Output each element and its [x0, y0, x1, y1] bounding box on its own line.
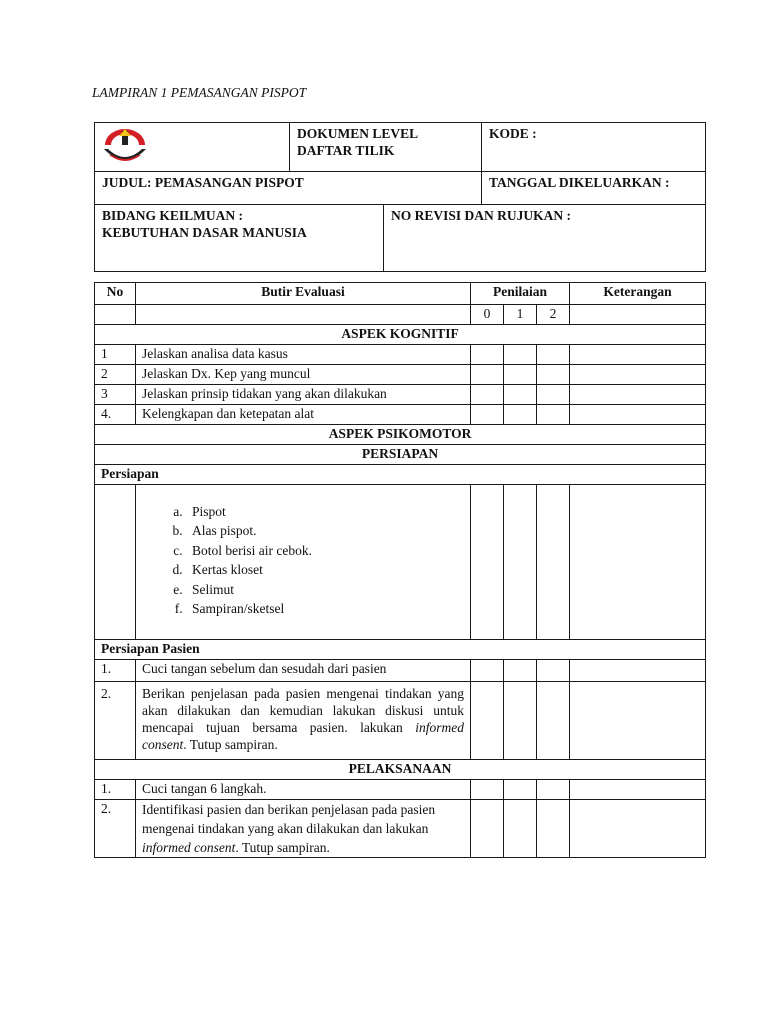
tanggal-cell	[482, 172, 706, 205]
score-box[interactable]	[504, 405, 537, 425]
table-header-row	[95, 283, 706, 305]
score-box[interactable]	[537, 800, 570, 858]
score-box[interactable]	[471, 345, 504, 365]
score-box[interactable]	[471, 682, 504, 760]
dokumen-level-label: DOKUMEN LEVEL	[297, 126, 419, 141]
score-box[interactable]	[504, 345, 537, 365]
score-box[interactable]	[537, 385, 570, 405]
alat-list	[142, 502, 464, 618]
score-box[interactable]	[504, 485, 537, 640]
score-box[interactable]	[537, 485, 570, 640]
col-keterangan-header: Keterangan	[570, 283, 706, 305]
keterangan-box[interactable]	[570, 405, 706, 425]
score-box[interactable]	[504, 800, 537, 858]
table-row: 1 Jelaskan analisa data kasus	[95, 345, 706, 365]
keterangan-box[interactable]	[570, 682, 706, 760]
score-box[interactable]	[471, 405, 504, 425]
persiapan-pasien-label: Persiapan Pasien	[95, 640, 706, 660]
revisi-cell	[384, 205, 706, 272]
alat-row	[95, 485, 706, 640]
score-header-row	[95, 305, 706, 325]
keterangan-box[interactable]	[570, 660, 706, 682]
score-box[interactable]	[471, 485, 504, 640]
score-box[interactable]	[471, 780, 504, 800]
keterangan-box[interactable]	[570, 800, 706, 858]
pasien-r2-text: Berikan penjelasan pada pasien mengenai tindakan yang akan dilakukan dan kemudian lakukan diskusi untuk mencapai tujuan bersama pasien. lakukan informed consent. Tutup sampiran.	[136, 682, 471, 760]
score-box[interactable]	[504, 385, 537, 405]
table-row: 1. Cuci tangan 6 langkah.	[95, 780, 706, 800]
keterangan-box[interactable]	[570, 345, 706, 365]
score-0: 0	[471, 305, 504, 325]
kode-cell	[482, 123, 706, 172]
bidang-cell	[95, 205, 384, 272]
list-item: e. Selimut	[186, 580, 464, 599]
persiapan-heading: PERSIAPAN	[95, 445, 706, 465]
col-butir-header: Butir Evaluasi	[136, 283, 471, 305]
score-box[interactable]	[504, 365, 537, 385]
daftar-tilik-label: DAFTAR TILIK	[297, 143, 395, 158]
score-box[interactable]	[537, 345, 570, 365]
table-row: 2 Jelaskan Dx. Kep yang muncul	[95, 365, 706, 385]
evaluation-table	[94, 282, 706, 858]
score-box[interactable]	[471, 660, 504, 682]
table-row: 4. Kelengkapan dan ketepatan alat	[95, 405, 706, 425]
table-row: 2. Berikan penjelasan pada pasien mengenai tindakan yang akan dilakukan dan kemudian lakukan diskusi untuk mencapai tujuan bersama pasien. lakukan informed consent. Tutup sampiran.	[95, 682, 706, 760]
table-row: 3 Jelaskan prinsip tidakan yang akan dilakukan	[95, 385, 706, 405]
lampiran-title: LAMPIRAN 1 PEMASANGAN PISPOT	[92, 85, 307, 100]
list-item: b. Alas pispot.	[186, 521, 464, 540]
score-box[interactable]	[537, 682, 570, 760]
score-box[interactable]	[471, 385, 504, 405]
revisi-label: NO REVISI DAN RUJUKAN :	[391, 208, 572, 223]
university-logo-icon	[101, 127, 149, 167]
alat-list-cell	[136, 485, 471, 640]
score-2: 2	[537, 305, 570, 325]
table-row: 1. Cuci tangan sebelum dan sesudah dari pasien	[95, 660, 706, 682]
document-header-table	[94, 122, 706, 272]
score-box[interactable]	[537, 405, 570, 425]
kode-label: KODE :	[489, 126, 537, 141]
dokumen-level-cell	[290, 123, 482, 172]
list-item: d. Kertas kloset	[186, 560, 464, 579]
list-item: f. Sampiran/sketsel	[186, 599, 464, 618]
pelaksanaan-r2-text: Identifikasi pasien dan berikan penjelasan pada pasien mengenai tindakan yang akan dilakukan dan lakukan informed consent. Tutup sampiran.	[136, 800, 471, 858]
pelaksanaan-heading: PELAKSANAAN	[95, 760, 706, 780]
score-box[interactable]	[537, 365, 570, 385]
score-1: 1	[504, 305, 537, 325]
persiapan-label: Persiapan	[95, 465, 706, 485]
col-no-header: No	[95, 283, 136, 305]
score-box[interactable]	[537, 780, 570, 800]
logo-cell	[95, 123, 290, 172]
table-row: 2. Identifikasi pasien dan berikan penjelasan pada pasien mengenai tindakan yang akan dilakukan dan lakukan informed consent. Tutup sampiran.	[95, 800, 706, 858]
judul-label: JUDUL: PEMASANGAN PISPOT	[102, 175, 304, 190]
score-box[interactable]	[471, 365, 504, 385]
keterangan-box[interactable]	[570, 365, 706, 385]
score-box[interactable]	[537, 660, 570, 682]
judul-cell	[95, 172, 482, 205]
bidang-label: BIDANG KEILMUAN :	[102, 208, 244, 223]
tanggal-label: TANGGAL DIKELUARKAN :	[489, 175, 670, 190]
score-box[interactable]	[504, 780, 537, 800]
score-box[interactable]	[471, 800, 504, 858]
list-item: c. Botol berisi air cebok.	[186, 541, 464, 560]
keterangan-box[interactable]	[570, 485, 706, 640]
aspek-kognitif-heading: ASPEK KOGNITIF	[95, 325, 706, 345]
list-item: a. Pispot	[186, 502, 464, 521]
col-penilaian-header: Penilaian	[471, 283, 570, 305]
keterangan-box[interactable]	[570, 780, 706, 800]
score-box[interactable]	[504, 682, 537, 760]
keterangan-box[interactable]	[570, 385, 706, 405]
aspek-psikomotor-heading: ASPEK PSIKOMOTOR	[95, 425, 706, 445]
score-box[interactable]	[504, 660, 537, 682]
bidang-value: KEBUTUHAN DASAR MANUSIA	[102, 225, 307, 240]
